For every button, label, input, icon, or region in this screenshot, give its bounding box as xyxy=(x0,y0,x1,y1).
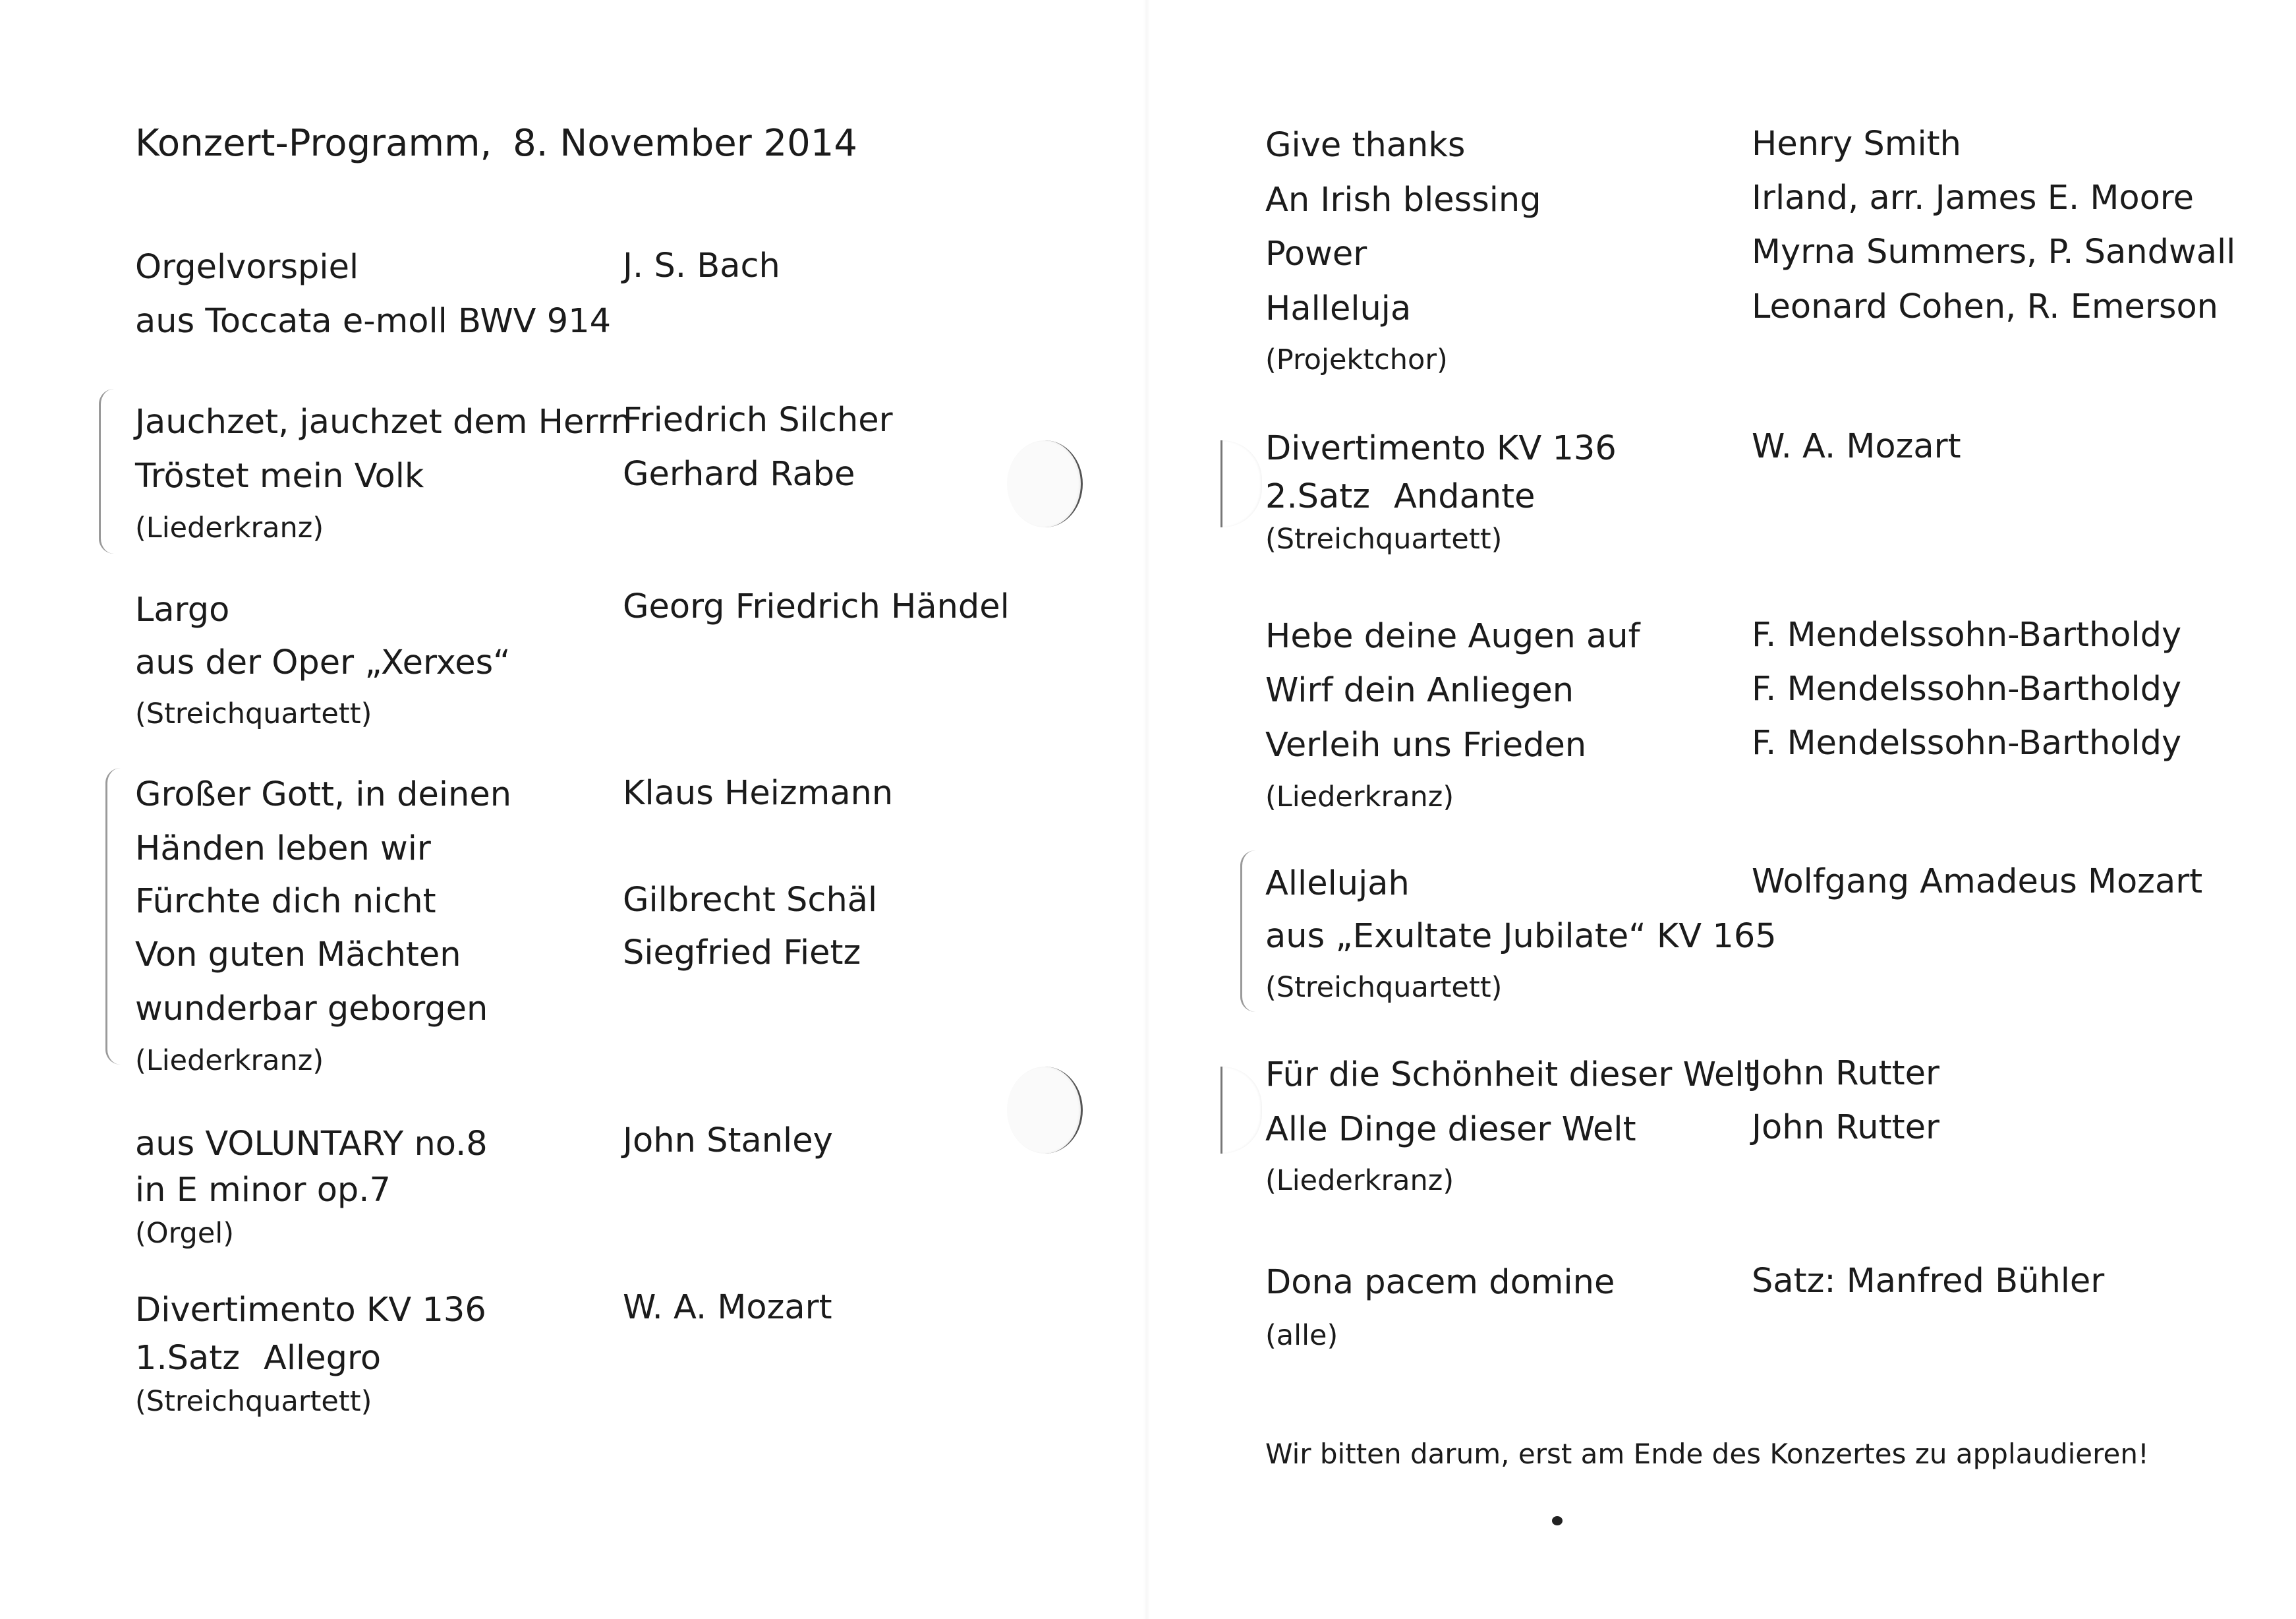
piece-movement: Allegro xyxy=(264,1339,382,1378)
piece-title: Alle Dinge dieser Welt xyxy=(1265,1110,1636,1149)
ensemble: (Liederkranz) xyxy=(135,1044,324,1077)
composer: Georg Friedrich Händel xyxy=(623,587,1010,626)
piece-title: in E minor op.7 xyxy=(135,1171,391,1210)
page-title xyxy=(135,122,857,165)
piece-title: Wirf dein Anliegen xyxy=(1265,671,1574,710)
piece-title: Power xyxy=(1265,235,1367,274)
composer: John Rutter xyxy=(1752,1054,1939,1093)
page-fold xyxy=(1143,0,1150,1619)
piece-title: Hebe deine Augen auf xyxy=(1265,617,1640,656)
composer: Leonard Cohen, R. Emerson xyxy=(1752,287,2218,326)
piece-title: aus „Exultate Jubilate“ KV 165 xyxy=(1265,917,1777,956)
ensemble: (Streichquartett) xyxy=(135,1385,372,1418)
composer: W. A. Mozart xyxy=(1752,427,1961,466)
composer: Myrna Summers, P. Sandwall xyxy=(1752,233,2236,272)
piece-title: Großer Gott, in deinen xyxy=(135,775,512,814)
composer: Gerhard Rabe xyxy=(623,455,855,494)
composer: F. Mendelssohn-Bartholdy xyxy=(1752,670,2182,709)
ink-speck xyxy=(1552,1516,1563,1525)
piece-title: Von guten Mächten xyxy=(135,935,461,974)
title-date: 8. November 2014 xyxy=(513,122,858,165)
piece-title: wunderbar geborgen xyxy=(135,989,488,1028)
punch-hole xyxy=(1007,1067,1083,1154)
piece-title: Halleluja xyxy=(1265,289,1412,328)
piece-movement: Andante xyxy=(1394,477,1535,516)
ensemble: (alle) xyxy=(1265,1319,1338,1352)
piece-title: Für die Schönheit dieser Welt xyxy=(1265,1055,1758,1094)
composer: Irland, arr. James E. Moore xyxy=(1752,179,2194,218)
piece-title: Verleih uns Frieden xyxy=(1265,726,1587,765)
piece-title: aus der Oper „Xerxes“ xyxy=(135,643,511,682)
ensemble: (Liederkranz) xyxy=(1265,1164,1454,1197)
composer: Siegfried Fietz xyxy=(623,933,861,972)
piece-title: Dona pacem domine xyxy=(1265,1263,1615,1302)
pencil-brace xyxy=(105,768,121,1065)
piece-title: Divertimento KV 136 xyxy=(135,1291,486,1330)
composer: Friedrich Silcher xyxy=(623,401,893,440)
composer: Henry Smith xyxy=(1752,125,1961,163)
punch-hole xyxy=(1220,440,1262,527)
composer: F. Mendelssohn-Bartholdy xyxy=(1752,724,2182,763)
piece-title: Fürchte dich nicht xyxy=(135,882,436,921)
composer: J. S. Bach xyxy=(623,247,780,285)
piece-title: Divertimento KV 136 xyxy=(1265,429,1617,468)
composer: Klaus Heizmann xyxy=(623,774,894,813)
piece-title: Allelujah xyxy=(1265,864,1410,903)
ensemble: (Streichquartett) xyxy=(1265,971,1503,1004)
composer: Gilbrecht Schäl xyxy=(623,881,878,920)
piece-title: Give thanks xyxy=(1265,126,1466,165)
piece-title: Jauchzet, jauchzet dem Herrn xyxy=(135,403,632,442)
piece-title: Händen leben wir xyxy=(135,829,431,868)
ensemble: (Streichquartett) xyxy=(135,697,372,730)
ensemble: (Projektchor) xyxy=(1265,343,1448,376)
piece-title: Largo xyxy=(135,591,230,630)
composer: Wolfgang Amadeus Mozart xyxy=(1752,862,2203,901)
pencil-brace xyxy=(1240,850,1255,1012)
ensemble: (Streichquartett) xyxy=(1265,523,1503,556)
piece-title: 2.Satz xyxy=(1265,477,1371,516)
piece-title: Orgelvorspiel xyxy=(135,248,359,287)
composer: John Rutter xyxy=(1752,1108,1939,1147)
piece-title: aus Toccata e-moll BWV 914 xyxy=(135,302,612,341)
composer: John Stanley xyxy=(623,1121,833,1160)
composer: W. A. Mozart xyxy=(623,1288,832,1327)
piece-title: Tröstet mein Volk xyxy=(135,457,424,496)
piece-title: 1.Satz xyxy=(135,1339,241,1378)
piece-title: aus VOLUNTARY no.8 xyxy=(135,1125,488,1163)
composer: Satz: Manfred Bühler xyxy=(1752,1262,2105,1301)
piece-title: An Irish blessing xyxy=(1265,181,1541,220)
title-prefix: Konzert-Programm, xyxy=(135,122,492,165)
ensemble: (Liederkranz) xyxy=(1265,780,1454,813)
ensemble: (Orgel) xyxy=(135,1217,235,1250)
composer: F. Mendelssohn-Bartholdy xyxy=(1752,616,2182,655)
ensemble: (Liederkranz) xyxy=(135,512,324,545)
punch-hole xyxy=(1220,1067,1262,1154)
pencil-brace xyxy=(99,389,114,554)
footer-note: Wir bitten darum, erst am Ende des Konzertes zu applaudieren! xyxy=(1265,1438,2149,1470)
punch-hole xyxy=(1007,440,1083,527)
